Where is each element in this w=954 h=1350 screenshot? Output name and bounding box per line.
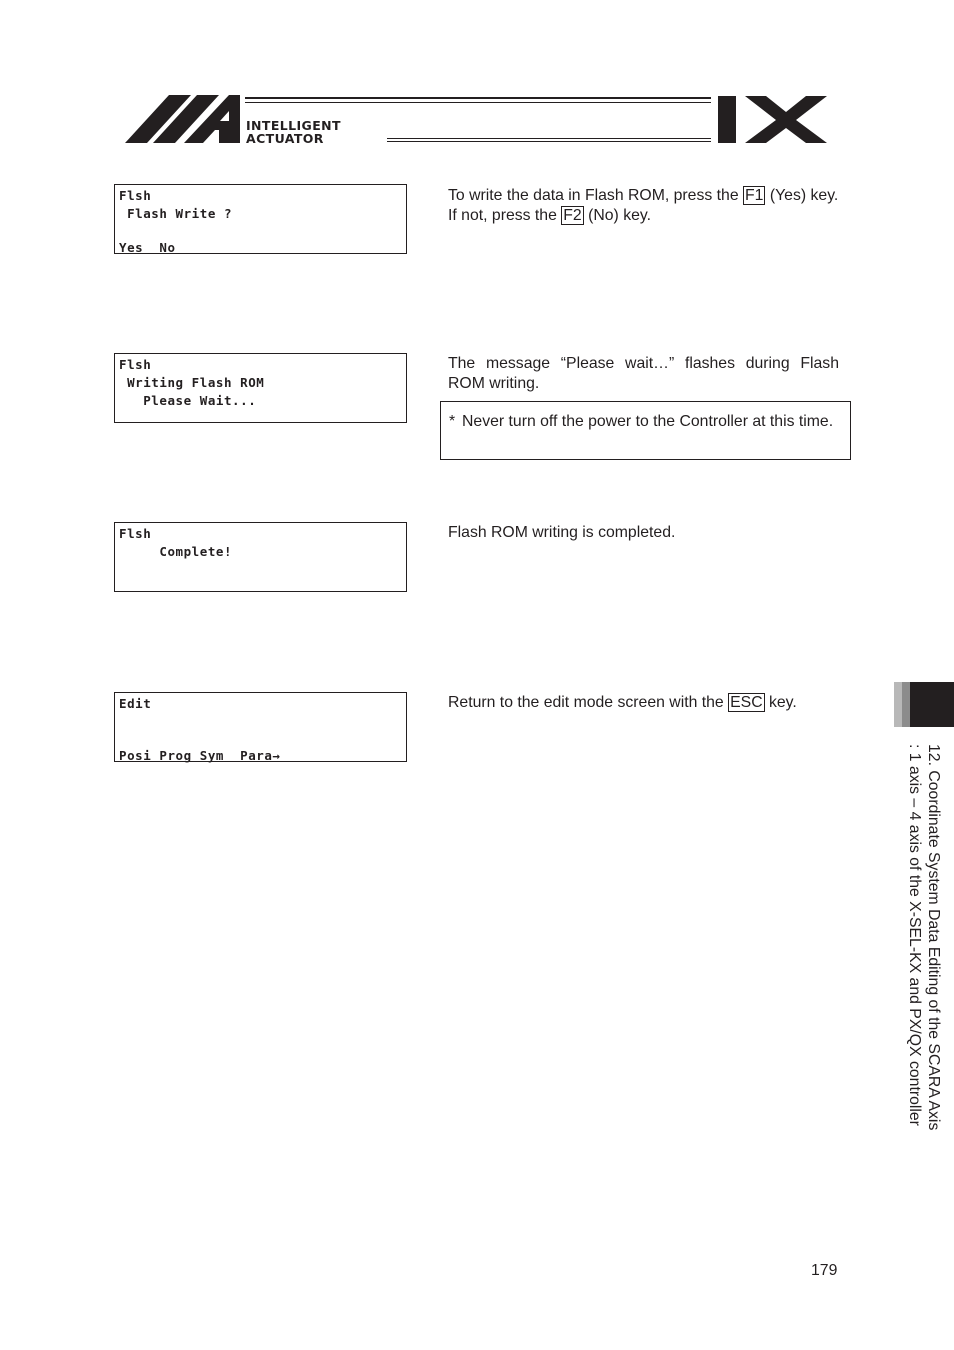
page-number: 179 bbox=[811, 1262, 838, 1279]
f2-key-label: F2 bbox=[563, 206, 582, 224]
brand-line-1: INTELLIGENT bbox=[246, 118, 341, 133]
step-2-text: The message “Please wait…” flashes during Flash ROM writing. bbox=[448, 355, 839, 392]
lcd-line: Complete! bbox=[119, 544, 233, 559]
header-logo bbox=[125, 92, 830, 150]
lcd-line: Yes No bbox=[119, 240, 176, 255]
warning-note-box bbox=[440, 401, 851, 460]
lcd-line: Posi Prog Sym Para→ bbox=[119, 748, 281, 763]
ia-logo-icon bbox=[125, 92, 830, 150]
note-text: Never turn off the power to the Controller at this time. bbox=[462, 413, 834, 430]
lcd-line: Flsh bbox=[119, 188, 152, 203]
lcd-screen-complete bbox=[114, 522, 407, 592]
lcd-line: Edit bbox=[119, 696, 152, 711]
chapter-title-line-2: : 1 axis – 4 axis of the X-SEL-KX and PX/QX controller bbox=[906, 744, 923, 1126]
step-1-para-2: If not, press the F2 (No) key. bbox=[448, 206, 652, 224]
f1-key-label: F1 bbox=[745, 187, 764, 204]
lcd-screen-flash-write bbox=[114, 184, 407, 254]
step-2-description bbox=[448, 354, 839, 393]
step-1-description bbox=[448, 186, 839, 225]
lcd-screen-edit bbox=[114, 692, 407, 762]
brand-line-2: ACTUATOR bbox=[246, 131, 324, 146]
lcd-line: Flash Write ? bbox=[119, 206, 233, 221]
lcd-line: Flsh bbox=[119, 526, 152, 541]
step-3-description bbox=[448, 523, 839, 543]
lcd-screen-writing bbox=[114, 353, 407, 423]
lcd-line: Please Wait... bbox=[119, 393, 257, 408]
chapter-tab-marker bbox=[894, 682, 954, 727]
chapter-title-line-1: 12. Coordinate System Data Editing of the SCARA Axis bbox=[925, 744, 942, 1131]
chapter-side-title bbox=[905, 744, 943, 1134]
step-4-text: Return to the edit mode screen with the ESC key. bbox=[448, 694, 797, 711]
step-4-description bbox=[448, 693, 839, 713]
note-asterisk: * bbox=[449, 413, 456, 430]
lcd-line: Flsh bbox=[119, 357, 152, 372]
esc-key-label: ESC bbox=[730, 694, 763, 711]
step-3-text: Flash ROM writing is completed. bbox=[448, 524, 676, 541]
step-1-para-1: To write the data in Flash ROM, press the F1 (Yes) key. bbox=[448, 187, 839, 204]
lcd-line: Writing Flash ROM bbox=[119, 375, 265, 390]
